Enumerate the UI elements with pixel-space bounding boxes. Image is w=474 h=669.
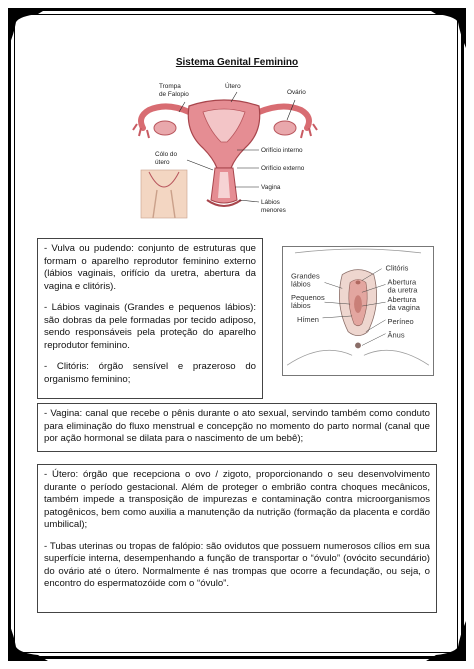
- corner-ornament-bottom-right: [426, 621, 466, 661]
- paragraph-utero: - Útero: órgão que recepciona o ovo / zigoto, proporcionando o seu desenvolvimento durante o período gestacional. Além de proteger o embrião contra choques mecânicos, também impede a transposição de impurezas e contaminação contra microorganismos patogênicos, bem como auxilia a manutenção da nutrição (formação da placenta e cordão umbilical);: [44, 469, 430, 530]
- label-abertura-uretra-line1: Abertura: [387, 277, 417, 287]
- corner-ornament-top-right: [426, 8, 466, 48]
- label-utero: Útero: [225, 83, 241, 90]
- paragraph-vagina: - Vagina: canal que recebe o pênis durante o ato sexual, servindo também como conduto para eliminação do fluxo menstrual e concepção no momento do parto normal (canal que por ação hormonal se dilata para o nascimento de um bebê);: [44, 408, 430, 444]
- paragraph-vulva: - Vulva ou pudendo: conjunto de estruturas que formam o aparelho reprodutor feminino externo (lábios vaginais, orifício da uretra, abertura da vagina e clitóris).: [44, 243, 256, 292]
- label-pequenos-line1: Pequenos: [291, 293, 325, 303]
- corner-ornament-top-left: [8, 8, 48, 48]
- label-orificio-externo: Orifício externo: [261, 165, 305, 172]
- label-colo-line1: Cólo do: [155, 151, 178, 158]
- external-anatomy-illustration: [282, 246, 434, 376]
- label-trompa-line1: Trompa: [159, 83, 181, 90]
- internal-anatomy-illustration: [127, 72, 345, 227]
- label-orificio-interno: Orifício interno: [261, 147, 303, 154]
- label-clitoris: Clitóris: [385, 263, 409, 273]
- label-vagina: Vagina: [261, 184, 281, 191]
- label-pequenos-line2: lábios: [291, 301, 311, 311]
- label-abertura-vagina-line2: da vagina: [387, 303, 420, 313]
- label-anus: Ânus: [387, 330, 405, 340]
- label-grandes-line1: Grandes: [291, 271, 320, 281]
- text-box-utero-tubas: [37, 464, 437, 613]
- paragraph-labios: - Lábios vaginais (Grandes e pequenos lábios): são dobras da pele formadas por tecido adiposo, sendo responsáveis pela proteção do aparelho reprodutor feminino.: [44, 302, 256, 351]
- page-title: Sistema Genital Feminino: [175, 57, 299, 68]
- label-perineo: Períneo: [387, 316, 414, 326]
- label-himen: Hímen: [296, 314, 319, 324]
- label-labios-line2: menores: [261, 207, 286, 214]
- label-trompa-line2: de Falopio: [159, 91, 189, 98]
- text-box-vagina: [37, 403, 437, 452]
- label-abertura-uretra-line2: da uretra: [387, 285, 418, 295]
- label-grandes-line2: lábios: [291, 279, 311, 289]
- label-abertura-vagina-line1: Abertura: [387, 295, 417, 305]
- label-labios-line1: Lábios: [261, 199, 280, 206]
- paragraph-clitoris: - Clitóris: órgão sensível e prazeroso do organismo feminino;: [44, 361, 256, 385]
- label-ovario: Ovário: [287, 89, 306, 96]
- paragraph-tubas: - Tubas uterinas ou tropas de falópio: são ovidutos que possuem numerosos cílios em sua superfície interna, desempenhando a função de transportar o “óvulo” (ovócito secundário) do ovário até o útero. Normalmente é nas trompas que ocorre a fecundação, ou seja, o encontro do espermatozóide com o “óvulo”.: [44, 540, 430, 589]
- text-box-vulva: [37, 238, 263, 399]
- corner-ornament-bottom-left: [8, 621, 48, 661]
- label-colo-line2: útero: [155, 159, 170, 166]
